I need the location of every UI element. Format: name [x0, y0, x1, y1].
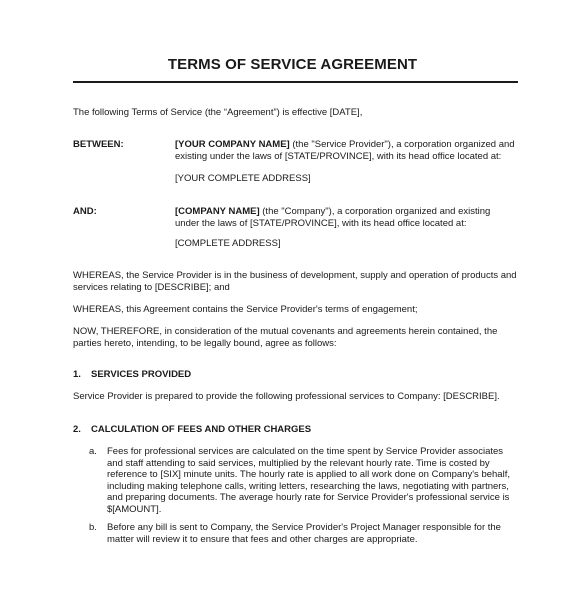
- intro-paragraph: The following Terms of Service (the “Agreement”) is effective [DATE],: [73, 107, 363, 118]
- section-1-heading: [73, 369, 191, 381]
- section-2-number: 2.: [73, 424, 81, 435]
- section-1-title: SERVICES PROVIDED: [91, 369, 192, 380]
- between-address: [YOUR COMPLETE ADDRESS]: [175, 173, 311, 184]
- between-party-name: [YOUR COMPANY NAME]: [175, 139, 290, 150]
- now-therefore-paragraph: NOW, THEREFORE, in consideration of the mutual covenants and agreements herein contained, the parties hereto, intending, to be legally bound, agree as follows:: [73, 326, 498, 349]
- and-party-name: [COMPANY NAME]: [175, 206, 260, 217]
- section-2-title: CALCULATION OF FEES AND OTHER CHARGES: [91, 424, 312, 435]
- title-divider: [73, 81, 518, 83]
- between-party-text: (the "Service Provider"), a corporation organized and existing under the laws of [STATE/PROVINCE], with its head office located at:: [175, 139, 515, 162]
- section-1-body: Service Provider is prepared to provide the following professional services to Company: [DESCRIBE].: [73, 391, 500, 402]
- and-party-paragraph: [175, 206, 515, 229]
- section-2-heading: [73, 424, 311, 436]
- section-2-item-a-text: Fees for professional services are calculated on the time spent by Service Provider associates and staff attending to said services, multiplied by the relevant hourly rate. Time is costed by reference to [SIX] minute units. The hourly rate is applied to all work done on Company's behalf, including making telephone calls, writing letters, researching the laws, negotiating with partners, and preparing documents. The average hourly rate for Service Provider's professional service is $[AMOUNT].: [107, 446, 510, 515]
- and-party-text: (the "Company"), a corporation organized and existing under the laws of [STATE/PROVINCE], with its head office located at:: [175, 206, 491, 229]
- document-title: TERMS OF SERVICE AGREEMENT: [167, 56, 418, 73]
- whereas-paragraph-2: WHEREAS, this Agreement contains the Service Provider's terms of engagement;: [73, 304, 418, 315]
- section-2-item-b-text: Before any bill is sent to Company, the Service Provider's Project Manager responsible for the matter will review it to ensure that fees and other charges are appropriate.: [107, 522, 501, 545]
- between-label: BETWEEN:: [73, 139, 124, 150]
- and-label: AND:: [73, 206, 97, 217]
- section-2-item-a-mark: a.: [89, 446, 97, 457]
- and-address: [COMPLETE ADDRESS]: [175, 238, 281, 249]
- between-party-paragraph: [175, 139, 519, 162]
- section-2-item-b-mark: b.: [89, 522, 97, 533]
- section-1-number: 1.: [73, 369, 81, 380]
- whereas-paragraph-1: WHEREAS, the Service Provider is in the business of development, supply and operation of products and services relating to [DESCRIBE]; and: [73, 270, 517, 293]
